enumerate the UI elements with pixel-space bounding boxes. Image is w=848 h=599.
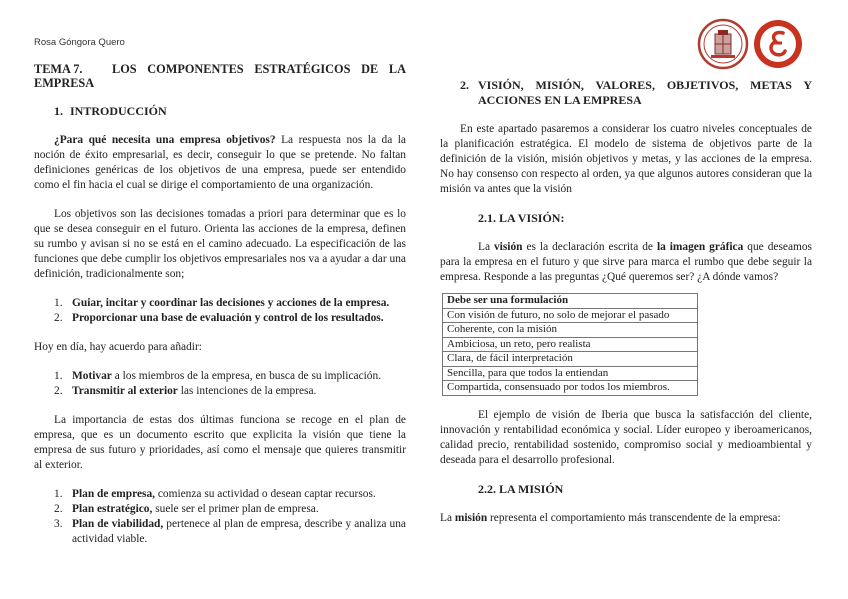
paragraph-mision: La misión representa el comportamiento más transcendente de la empresa: [440,511,781,524]
list-item: 2. Proporcionar una base de evaluación y control de los resultados. [54,312,384,324]
subsection-heading-mision: 2.2. LA MISIÓN [478,481,564,496]
list-item: 1. Guiar, incitar y coordinar las decisiones y acciones de la empresa. [54,297,390,309]
list-anadir [34,369,406,399]
list-item: 3. Plan de viabilidad, pertenece al plan de empresa, describe y analiza una actividad viable. [54,518,406,545]
chapter-label: TEMA 7. [34,62,83,76]
list-item: 2. Plan estratégico, suele ser el primer plan de empresa. [54,503,319,515]
left-column [34,62,406,547]
author-name: Rosa Góngora Quero [34,37,125,48]
table-row: Sencilla, para que todos la entiendan [443,366,698,381]
paragraph-niveles: En este apartado pasaremos a considerar los cuatro niveles conceptuales de la planificación estratégica. El modelo de sistema de objetivos parte de la definición de la visión, misión objetivos y metas, y las acciones de la empresa. No hay consenso con respecto al orden, ya que algunos autores consideran que la misión va antes que la visión [440,123,812,195]
subsection-heading-vision: 2.1. LA VISIÓN: [478,211,565,225]
faculty-emblem-logo [752,18,804,70]
formulation-table [442,293,698,396]
paragraph-objetivos: Los objetivos son las decisiones tomadas a priori para determinar que es lo que se desea conseguir en el futuro. Orienta las acciones de la empresa, definen su rumbo y avisan si no se está en el camino adecuado. La especificación de las funciones que debe cumplir los objetivos empresariales nos va a ayudar a dar una definición, tradicionalmente son; [34,208,406,280]
section-heading-introduccion: 1. INTRODUCCIÓN [54,104,167,118]
section-heading-vision-mision: 2. VISIÓN, MISIÓN, VALORES, OBJETIVOS, METAS Y ACCIONES EN LA EMPRESA [460,78,812,107]
list-item: 2. Transmitir al exterior las intenciones de la empresa. [54,385,317,397]
table-row: Con visión de futuro, no solo de mejorar el pasado [443,308,698,323]
list-item: 1. Plan de empresa, comienza su actividad o desean captar recursos. [54,488,376,500]
list-item: 1. Motivar a los miembros de la empresa, en busca de su implicación. [54,370,382,382]
right-column [440,78,812,526]
table-row: Ambiciosa, un reto, pero realista [443,337,698,352]
chapter-title [34,62,406,90]
paragraph-iberia: El ejemplo de visión de Iberia que busca la satisfacción del cliente, innovación y rentabilidad económica y social. Líder europeo y iberoamericanos, calidad precio, rentabilidad sostenido, compromiso social y medioambiental y deseada para el desarrollo profesional. [440,408,812,466]
university-seal-logo [697,18,749,70]
table-row: Coherente, con la misión [443,323,698,338]
table-row: Clara, de fácil interpretación [443,352,698,367]
table-row: Compartida, consensuado por todos los miembros. [443,381,698,396]
list-planes [34,487,406,547]
paragraph-importancia: La importancia de estas dos últimas funciona se recoge en el plan de empresa, que es un documento escrito que explicita la visión que tiene la empresa de sus futuro y prioridades, así como el mensaje que quieres transmitir al exterior. [34,414,406,471]
paragraph-vision: La visión es la declaración escrita de la imagen gráfica que deseamos para la empresa en el futuro y que sirve para marca el rumbo que debe seguir la empresa. Responde a las preguntas ¿Qué queremos ser? ¿A dónde vamos? [440,241,812,283]
list-funciones [34,296,406,326]
paragraph-intro: ¿Para qué necesita una empresa objetivos? La respuesta nos la da la noción de éxito empresarial, es decir, conseguir lo que se pretende. No faltan definiciones genéricas de los objetivos de una empresa, puede ser entendido como el fin hacia el cual se dirige el comportamiento de una organización. [34,134,406,191]
table-header: Debe ser una formulación [443,294,698,309]
paragraph-anadir: Hoy en día, hay acuerdo para añadir: [34,341,202,353]
chapter-title-text: LOS COMPONENTES ESTRATÉGICOS DE LA EMPRESA [34,62,406,90]
